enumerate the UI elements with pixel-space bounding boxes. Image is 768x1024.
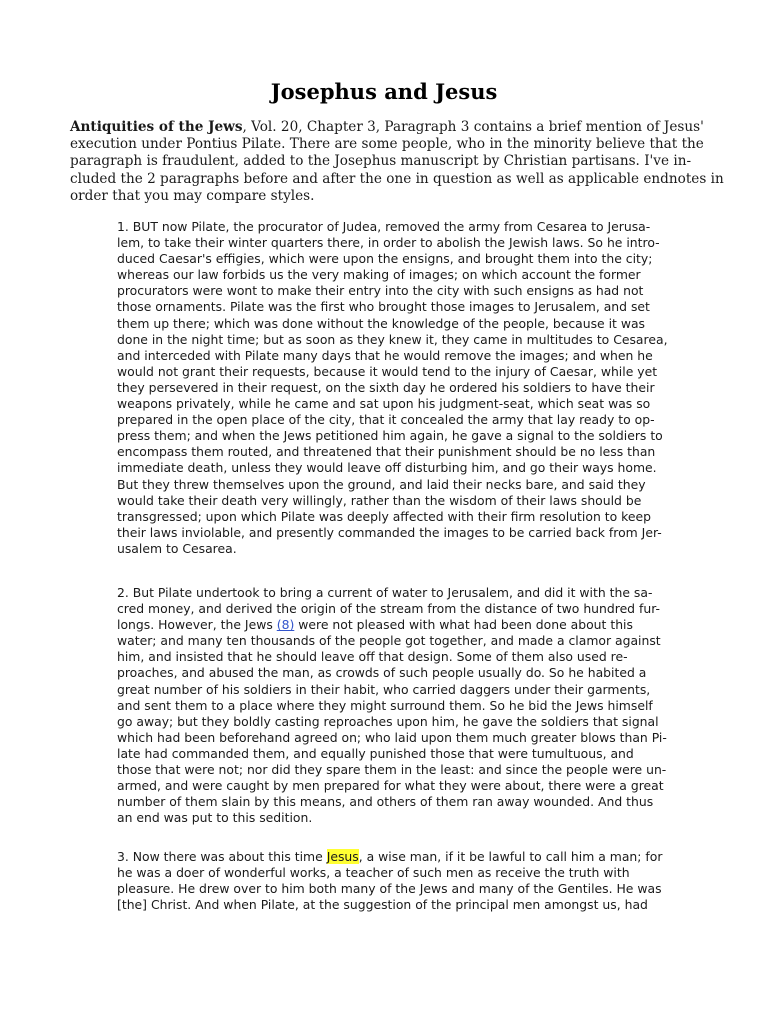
text-line: he was a doer of wonderful works, a teacher of such men as receive the truth with bbox=[117, 865, 630, 881]
text-line: go away; but they boldly casting reproaches upon him, he gave the soldiers that signal bbox=[117, 713, 659, 729]
quoted-paragraph-3 bbox=[117, 849, 677, 913]
text-line: done in the night time; but as soon as they knew it, they came in multitudes to Cesarea, bbox=[117, 331, 668, 347]
text-line: press them; and when the Jews petitioned him again, he gave a signal to the soldiers to bbox=[117, 428, 663, 444]
text-line: great number of his soldiers in their habit, who carried daggers under their garments, bbox=[117, 681, 651, 697]
intro-line: cluded the 2 paragraphs before and after the one in question as well as applicable endnotes in bbox=[70, 170, 724, 187]
text-line: 2. But Pilate undertook to bring a current of water to Jerusalem, and did it with the sa- bbox=[117, 585, 653, 600]
text-line: proaches, and abused the man, as crowds of such people usually do. So he habited a bbox=[117, 665, 647, 681]
text-line: encompass them routed, and threatened that their punishment should be no less than bbox=[117, 444, 656, 460]
quoted-paragraph-2 bbox=[117, 585, 677, 826]
highlighted-term: Jesus bbox=[326, 849, 359, 864]
text-line: him, and insisted that he should leave off that design. Some of them also used re- bbox=[117, 649, 628, 665]
text-line bbox=[117, 849, 677, 865]
text-segment: were not pleased with what had been done about this bbox=[294, 617, 633, 633]
text-line: an end was put to this sedition. bbox=[117, 810, 313, 826]
text-line: [the] Christ. And when Pilate, at the suggestion of the principal men amongst us, had bbox=[117, 897, 648, 913]
text-line: armed, and were caught by men prepared for what they were about, there were a great bbox=[117, 778, 664, 794]
text-line: those ornaments. Pilate was the first who brought those images to Jerusalem, and set bbox=[117, 299, 650, 315]
text-line: cred money, and derived the origin of the stream from the distance of two hundred fur- bbox=[117, 601, 660, 617]
text-line: lem, to take their winter quarters there, in order to abolish the Jewish laws. So he intro- bbox=[117, 235, 660, 251]
text-line: those that were not; nor did they spare them in the least: and since the people were un- bbox=[117, 762, 667, 778]
text-segment: , a wise man, if it be lawful to call him a man; for bbox=[358, 849, 663, 864]
text-segment: longs. However, the Jews bbox=[117, 617, 277, 633]
text-line: pleasure. He drew over to him both many of the Jews and many of the Gentiles. He was bbox=[117, 881, 662, 897]
quoted-paragraph-1 bbox=[117, 219, 677, 557]
page-title: Josephus and Jesus bbox=[270, 79, 498, 104]
text-line: them up there; which was done without the knowledge of the people, because it was bbox=[117, 315, 646, 331]
intro-line: paragraph is fraudulent, added to the Josephus manuscript by Christian partisans. I've in- bbox=[70, 153, 692, 170]
text-line: 1. BUT now Pilate, the procurator of Judea, removed the army from Cesarea to Jerusa- bbox=[117, 219, 651, 234]
text-line: usalem to Cesarea. bbox=[117, 540, 237, 556]
text-line: would take their death very willingly, rather than the wisdom of their laws should be bbox=[117, 492, 642, 508]
text-line: transgressed; upon which Pilate was deeply affected with their firm resolution to keep bbox=[117, 508, 651, 524]
text-line bbox=[117, 617, 677, 633]
intro-line bbox=[70, 119, 704, 136]
intro-line: execution under Pontius Pilate. There are some people, who in the minority believe that the bbox=[70, 136, 704, 153]
text-line: weapons privately, while he came and sat upon his judgment-seat, which seat was so bbox=[117, 396, 651, 412]
text-segment: 3. Now there was about this time bbox=[117, 849, 327, 864]
text-line: they persevered in their request, on the sixth day he ordered his soldiers to have their bbox=[117, 379, 655, 395]
text-line: number of them slain by this means, and others of them ran away wounded. And thus bbox=[117, 794, 654, 810]
text-line: water; and many ten thousands of the people got together, and made a clamor against bbox=[117, 633, 661, 649]
endnote-8-link[interactable]: (8) bbox=[276, 617, 295, 633]
intro-paragraph bbox=[70, 119, 724, 205]
text-line: prepared in the open place of the city, that it concealed the army that lay ready to op- bbox=[117, 412, 655, 428]
text-line: immediate death, unless they would leave off disturbing him, and go their ways home. bbox=[117, 460, 657, 476]
text-line: late had commanded them, and equally punished those that were tumultuous, and bbox=[117, 745, 634, 761]
text-line: would not grant their requests, because it would tend to the injury of Caesar, while yet bbox=[117, 363, 658, 379]
text-line: But they threw themselves upon the ground, and laid their necks bare, and said they bbox=[117, 476, 646, 492]
book-title: Antiquities of the Jews bbox=[70, 119, 243, 135]
text-line: whereas our law forbids us the very making of images; on which account the former bbox=[117, 267, 641, 283]
text-line: their laws inviolable, and presently commanded the images to be carried back from Jer- bbox=[117, 524, 662, 540]
text-line: procurators were wont to make their entry into the city with such ensigns as had not bbox=[117, 283, 644, 299]
intro-line: order that you may compare styles. bbox=[70, 187, 315, 204]
text-line: and interceded with Pilate many days that he would remove the images; and when he bbox=[117, 347, 653, 363]
text-line: duced Caesar's effigies, which were upon the ensigns, and brought them into the city; bbox=[117, 251, 653, 267]
intro-line-text: , Vol. 20, Chapter 3, Paragraph 3 contains a brief mention of Jesus' bbox=[242, 119, 704, 135]
text-line: and sent them to a place where they might surround them. So he bid the Jews himself bbox=[117, 697, 653, 713]
text-line: which had been beforehand agreed on; who laid upon them much greater blows than Pi- bbox=[117, 729, 667, 745]
